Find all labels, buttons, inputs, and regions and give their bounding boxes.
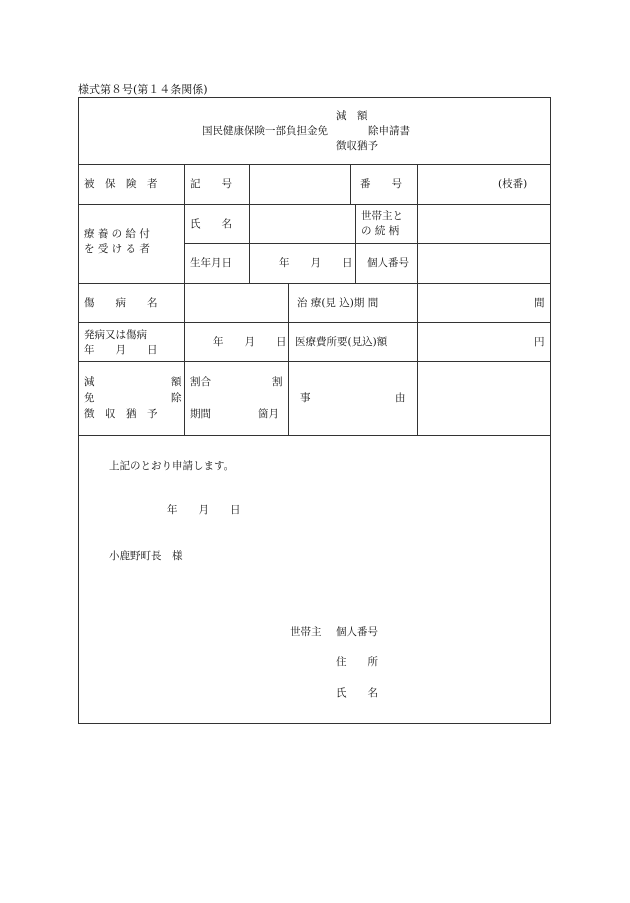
exempt-label-right: 除: [171, 392, 182, 404]
recipient-label-2: を 受 け る 者: [84, 243, 150, 255]
ratio-unit: 割: [272, 376, 283, 388]
birthdate-label: 生年月日: [190, 257, 232, 269]
signature-name-label: 氏 名: [336, 687, 378, 699]
row-divider: [78, 435, 551, 436]
onset-label-2: 年 月 日: [84, 344, 158, 356]
personal-number-field[interactable]: [418, 244, 550, 282]
name-field[interactable]: [250, 205, 354, 242]
col-divider: [355, 204, 356, 283]
symbol-field[interactable]: [250, 165, 349, 203]
onset-label-1: 発病又は傷病: [84, 329, 147, 341]
defer-label: 徴 収 猶 予: [84, 408, 158, 420]
yen-unit: 円: [534, 336, 545, 348]
address-label: 住 所: [336, 656, 378, 668]
recipient-label-1: 療 養 の 給 付: [84, 228, 150, 240]
exempt-label: 免: [84, 392, 95, 404]
number-label: 番 号: [360, 178, 402, 190]
title-main: 国民健康保険一部負担金免: [202, 125, 328, 137]
application-date[interactable]: 年 月 日: [167, 504, 241, 516]
disease-name-label: 傷 病 名: [84, 297, 158, 309]
reason-label: 事: [300, 392, 311, 404]
reason-field[interactable]: [418, 362, 550, 434]
term-unit: 箇月: [258, 408, 279, 420]
branch-number-label: (枝番): [498, 178, 528, 190]
title-reduce: 減 額: [336, 110, 368, 122]
relation-field[interactable]: [418, 205, 550, 242]
householder-label: 世帯主: [290, 626, 322, 638]
reduce-label-right: 額: [171, 376, 182, 388]
ratio-label: 割合: [190, 376, 211, 388]
relation-label-2: の 続 柄: [361, 225, 400, 237]
symbol-label: 記 号: [190, 178, 232, 190]
insured-label: 被 保 険 者: [84, 178, 158, 190]
application-statement: 上記のとおり申請します。: [109, 460, 235, 472]
addressee: 小鹿野町長 様: [109, 550, 183, 562]
form-number: 様式第８号(第１４条関係): [78, 83, 208, 96]
medical-cost-label: 医療費所要(見込)額: [295, 336, 388, 348]
reduce-label: 減: [84, 376, 95, 388]
col-divider: [350, 164, 351, 204]
disease-name-field[interactable]: [185, 284, 287, 321]
medical-cost-field[interactable]: [418, 323, 550, 360]
householder-personal-number-label: 個人番号: [336, 626, 378, 638]
treatment-period-label: 治 療(見 込)期 間: [297, 297, 379, 309]
period-unit: 間: [534, 297, 545, 309]
personal-number-label: 個人番号: [367, 257, 409, 269]
title-defer: 徴収猶予: [336, 140, 378, 152]
title-suffix: 除申請書: [368, 125, 410, 137]
name-label: 氏 名: [190, 218, 232, 230]
number-field[interactable]: [418, 165, 550, 203]
onset-date-field[interactable]: 年 月 日: [213, 336, 287, 348]
reason-label-right: 由: [395, 392, 406, 404]
treatment-period-field[interactable]: [418, 284, 550, 321]
relation-label-1: 世帯主と: [361, 210, 403, 222]
col-divider: [288, 283, 289, 435]
term-label: 期間: [190, 408, 211, 420]
birthdate-field[interactable]: 年 月 日: [279, 257, 353, 269]
